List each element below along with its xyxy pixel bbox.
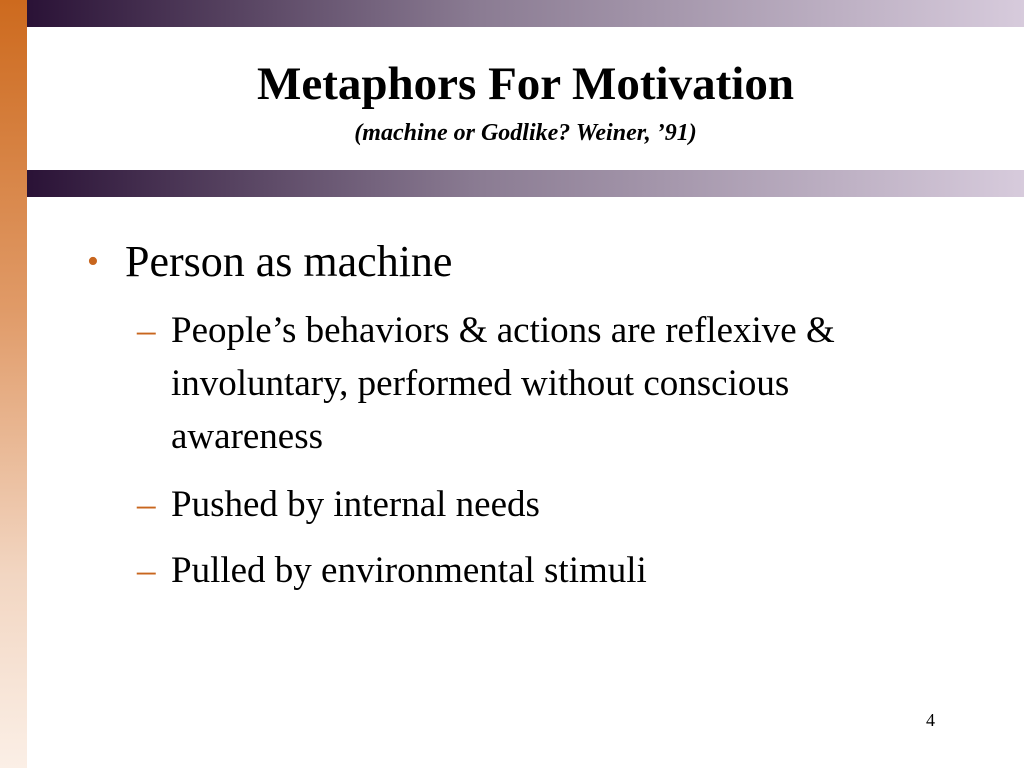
- sub-bullet-marker: –: [137, 484, 156, 525]
- sub-bullet-text: People’s behaviors & actions are reflexive & involuntary, performed without conscious awareness: [171, 310, 835, 457]
- slide-title: Metaphors For Motivation: [257, 58, 794, 110]
- bullet-item: [87, 236, 453, 288]
- sub-bullet-item: [137, 304, 851, 463]
- sub-bullet-marker: –: [137, 550, 156, 591]
- sub-bullet-marker: –: [137, 310, 156, 351]
- top-decor-band: [27, 0, 1024, 27]
- slide-subtitle: (machine or Godlike? Weiner, ’91): [354, 120, 697, 146]
- page-number: 4: [926, 710, 935, 730]
- bullet-marker: •: [87, 243, 99, 280]
- sub-bullet-item: [137, 478, 851, 531]
- sub-bullet-text: Pulled by environmental stimuli: [171, 550, 647, 591]
- side-decor-bar: [0, 0, 27, 768]
- sub-bullet-item: [137, 544, 851, 597]
- sub-bullet-text: Pushed by internal needs: [171, 484, 540, 525]
- bullet-text: Person as machine: [125, 237, 453, 286]
- title-divider-band: [27, 170, 1024, 197]
